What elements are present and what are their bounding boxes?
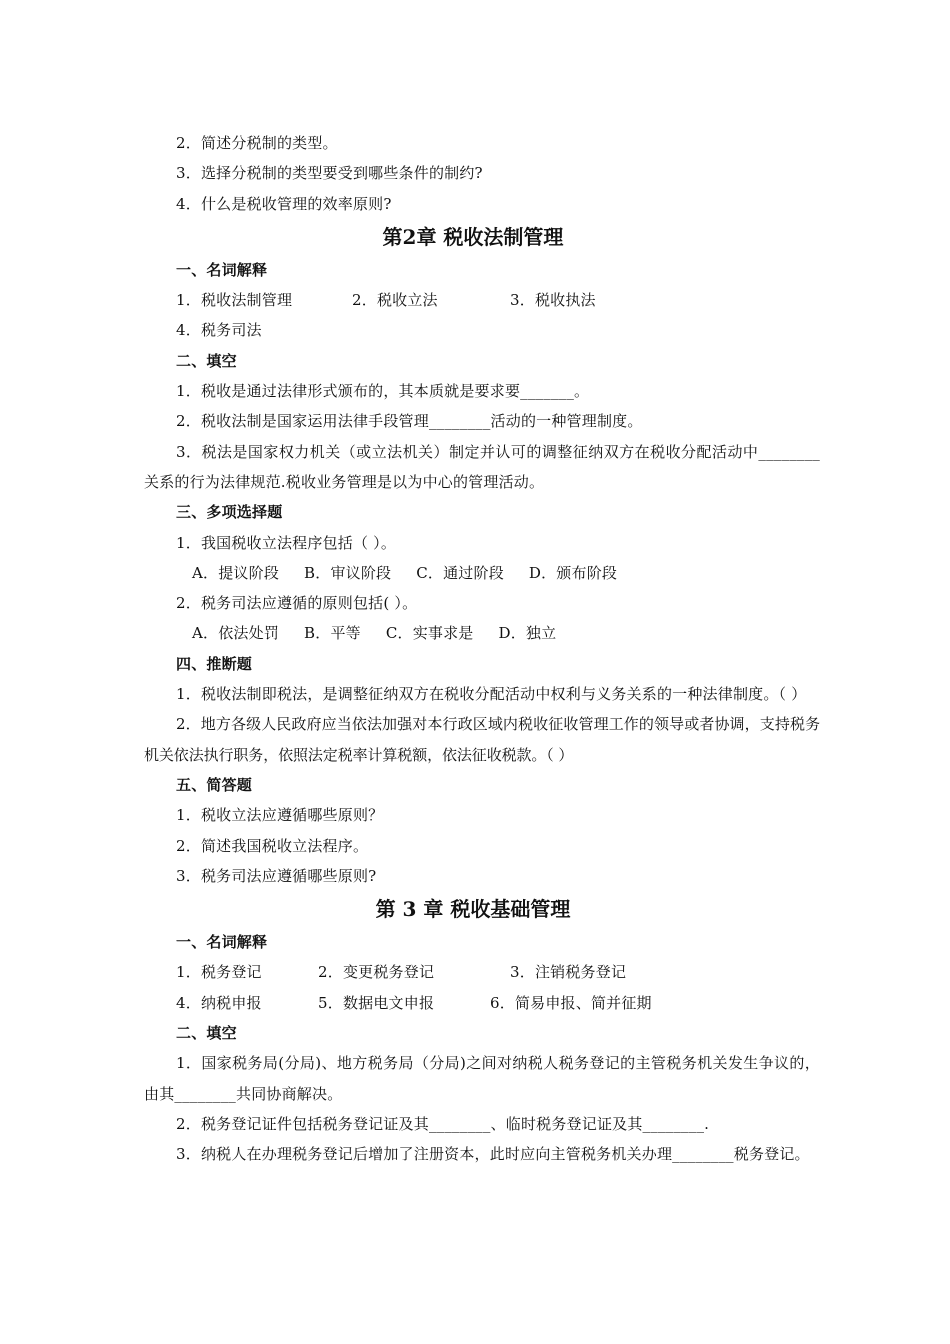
question-item: 2．简述分税制的类型。: [176, 134, 338, 152]
term-item: 5．数据电文申报: [318, 993, 435, 1012]
judgement-item: 1．税收法制即税法，是调整征纳双方在税收分配活动中权利与义务关系的一种法律制度。（ ）: [176, 685, 807, 704]
question-item: 4．什么是税收管理的效率原则?: [176, 194, 392, 213]
choice-options: [144, 558, 820, 588]
short-answer-item: 2．简述我国税收立法程序。: [176, 836, 369, 855]
choice-option: D．颁布阶段: [528, 563, 618, 582]
fill-blank-item: 1．国家税务局(分局)、地方税务局（分局)之间对纳税人税务登记的主管税务机关发生争议的，由其________共同协商解决。: [144, 1054, 820, 1103]
fill-blank-item: 3．税法是国家权力机关（或立法机关）制定并认可的调整征纳双方在税收分配活动中________关系的行为法律规范.税收业务管理是以为中心的管理活动。: [144, 442, 820, 491]
choice-option: C．实事求是: [385, 624, 474, 643]
choice-options: [144, 618, 820, 648]
choice-option: A．依法处罚: [192, 624, 280, 643]
short-answer-item: 1．税收立法应遵循哪些原则？: [176, 806, 384, 825]
section-heading: 一、名词解释: [176, 260, 268, 279]
choice-question: 1．我国税收立法程序包括（ ）。: [176, 533, 397, 552]
term-item: 2．变更税务登记: [318, 963, 435, 982]
chapter-2-title: 第2章 税收法制管理: [382, 224, 564, 249]
judgement-item: 2．地方各级人民政府应当依法加强对本行政区域内税收征收管理工作的领导或者协调，支持税务机关依法执行职务，依照法定税率计算税额，依法征收税款。（ ）: [144, 715, 820, 764]
choice-option: C．通过阶段: [416, 563, 504, 582]
section-heading: 一、名词解释: [176, 933, 268, 952]
term-row: [144, 285, 820, 315]
term-item: 3．注销税务登记: [510, 963, 627, 982]
term-item: 2．税收立法: [352, 291, 438, 310]
term-item: 6．简易申报、简并征期: [490, 993, 652, 1012]
chapter-3-title: 第 3 章 税收基础管理: [375, 897, 571, 922]
choice-question: 2．税务司法应遵循的原则包括( ）。: [176, 594, 418, 613]
section-heading: 二、填空: [176, 1024, 237, 1043]
fill-blank-item: 1．税收是通过法律形式颁布的，其本质就是要求要_______。: [176, 382, 590, 401]
short-answer-item: 3．税务司法应遵循哪些原则?: [176, 866, 377, 885]
term-row: [144, 988, 820, 1018]
term-item: 1．税收法制管理: [176, 291, 293, 310]
choice-option: D．独立: [498, 624, 557, 643]
term-item: 1．税务登记: [176, 963, 262, 982]
section-heading: 二、填空: [176, 351, 237, 370]
section-heading: 四、推断题: [176, 654, 253, 673]
term-item: 3．税收执法: [510, 291, 596, 310]
choice-option: B．审议阶段: [304, 563, 392, 582]
fill-blank-item: 3．纳税人在办理税务登记后增加了注册资本，此时应向主管税务机关办理________税务登记。: [176, 1145, 810, 1164]
section-heading: 五、简答题: [176, 775, 253, 794]
fill-blank-item: 2．税收法制是国家运用法律手段管理________活动的一种管理制度。: [176, 412, 643, 431]
choice-option: B．平等: [304, 624, 361, 643]
fill-blank-item: 2．税务登记证件包括税务登记证及其________、临时税务登记证及其________.: [176, 1114, 710, 1133]
choice-option: A．提议阶段: [192, 563, 280, 582]
section-heading: 三、多项选择题: [176, 503, 283, 522]
term-item: 4．税务司法: [176, 321, 262, 340]
question-item: 3．选择分税制的类型要受到哪些条件的制约?: [176, 164, 483, 183]
term-row: [144, 957, 820, 987]
term-item: 4．纳税申报: [176, 993, 262, 1012]
